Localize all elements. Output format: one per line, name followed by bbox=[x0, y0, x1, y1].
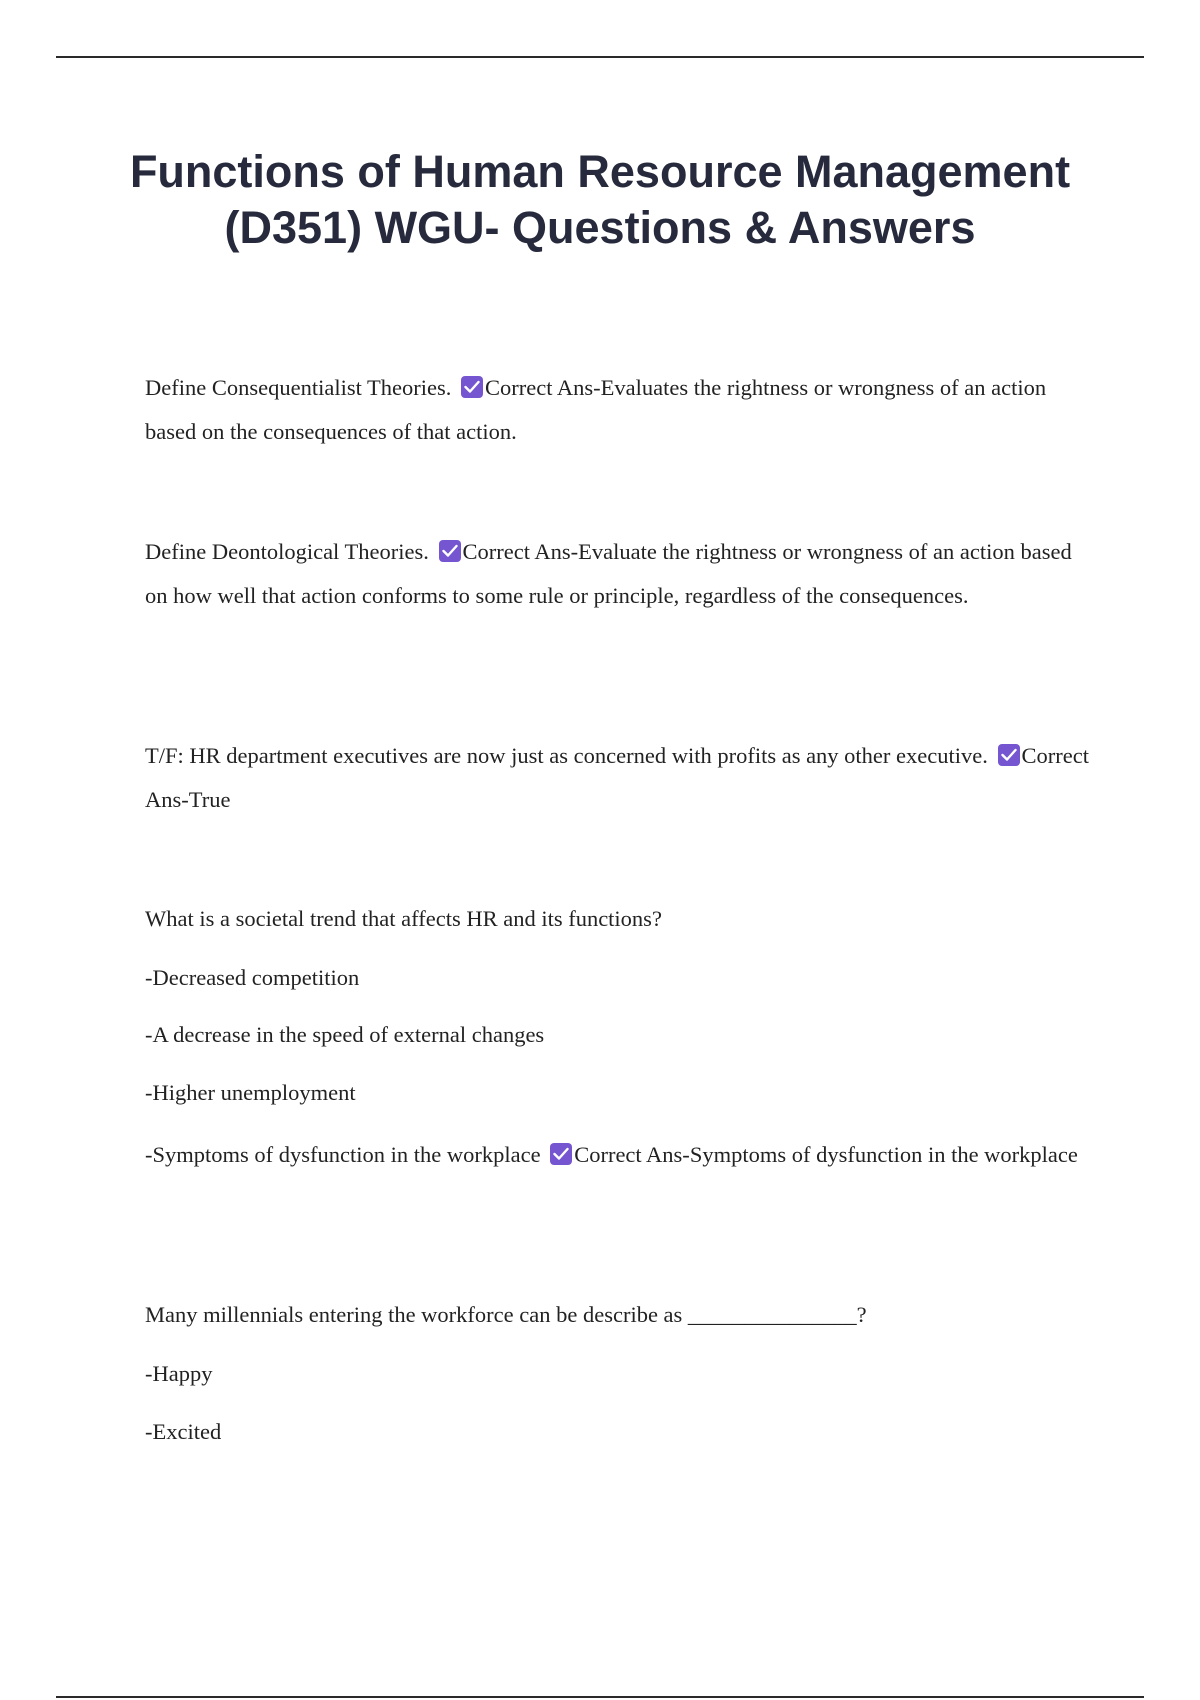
qa-item-3 bbox=[145, 734, 1095, 822]
answer-prefix: Correct Ans- bbox=[145, 743, 1089, 812]
option-item: -Symptoms of dysfunction in the workplace bbox=[145, 1142, 541, 1167]
answer-text: Symptoms of dysfunction in the workplace bbox=[689, 1142, 1078, 1167]
option-item: -Happy bbox=[145, 1361, 213, 1386]
question-text: T/F: HR department executives are now just as concerned with profits as any other executive. bbox=[145, 743, 988, 768]
qa-item-2 bbox=[145, 530, 1095, 618]
page-title: Functions of Human Resource Management (D351) WGU- Questions & Answers bbox=[129, 146, 1071, 253]
question-text: Define Deontological Theories. bbox=[145, 539, 429, 564]
checkmark-icon bbox=[439, 540, 461, 562]
answer-prefix: Correct Ans- bbox=[485, 375, 601, 400]
answer-text: Evaluate the rightness or wrongness of an action based on how well that action conforms to some rule or principle, regardless of the consequences. bbox=[145, 539, 1072, 608]
option-item: -A decrease in the speed of external changes bbox=[145, 1022, 545, 1047]
question-text: Define Consequentialist Theories. bbox=[145, 375, 452, 400]
question-4: What is a societal trend that affects HR and its functions? bbox=[145, 906, 662, 931]
option-item: -Higher unemployment bbox=[145, 1080, 356, 1105]
qa-item-4-answer bbox=[145, 1133, 1095, 1177]
answer-prefix: Correct Ans- bbox=[574, 1142, 690, 1167]
question-5: Many millennials entering the workforce can be describe as _______________? bbox=[145, 1302, 867, 1327]
answer-prefix: Correct Ans- bbox=[462, 539, 579, 564]
checkmark-icon bbox=[998, 744, 1020, 766]
answer-text: Evaluates the rightness or wrongness of an action based on the consequences of that action. bbox=[145, 375, 1047, 444]
bottom-rule bbox=[56, 1696, 1144, 1698]
top-rule bbox=[56, 56, 1144, 58]
answer-text: True bbox=[188, 787, 231, 812]
checkmark-icon bbox=[550, 1143, 572, 1165]
checkmark-icon bbox=[461, 376, 483, 398]
option-item: -Decreased competition bbox=[145, 965, 360, 990]
qa-item-1 bbox=[145, 366, 1095, 454]
option-item: -Excited bbox=[145, 1419, 222, 1444]
